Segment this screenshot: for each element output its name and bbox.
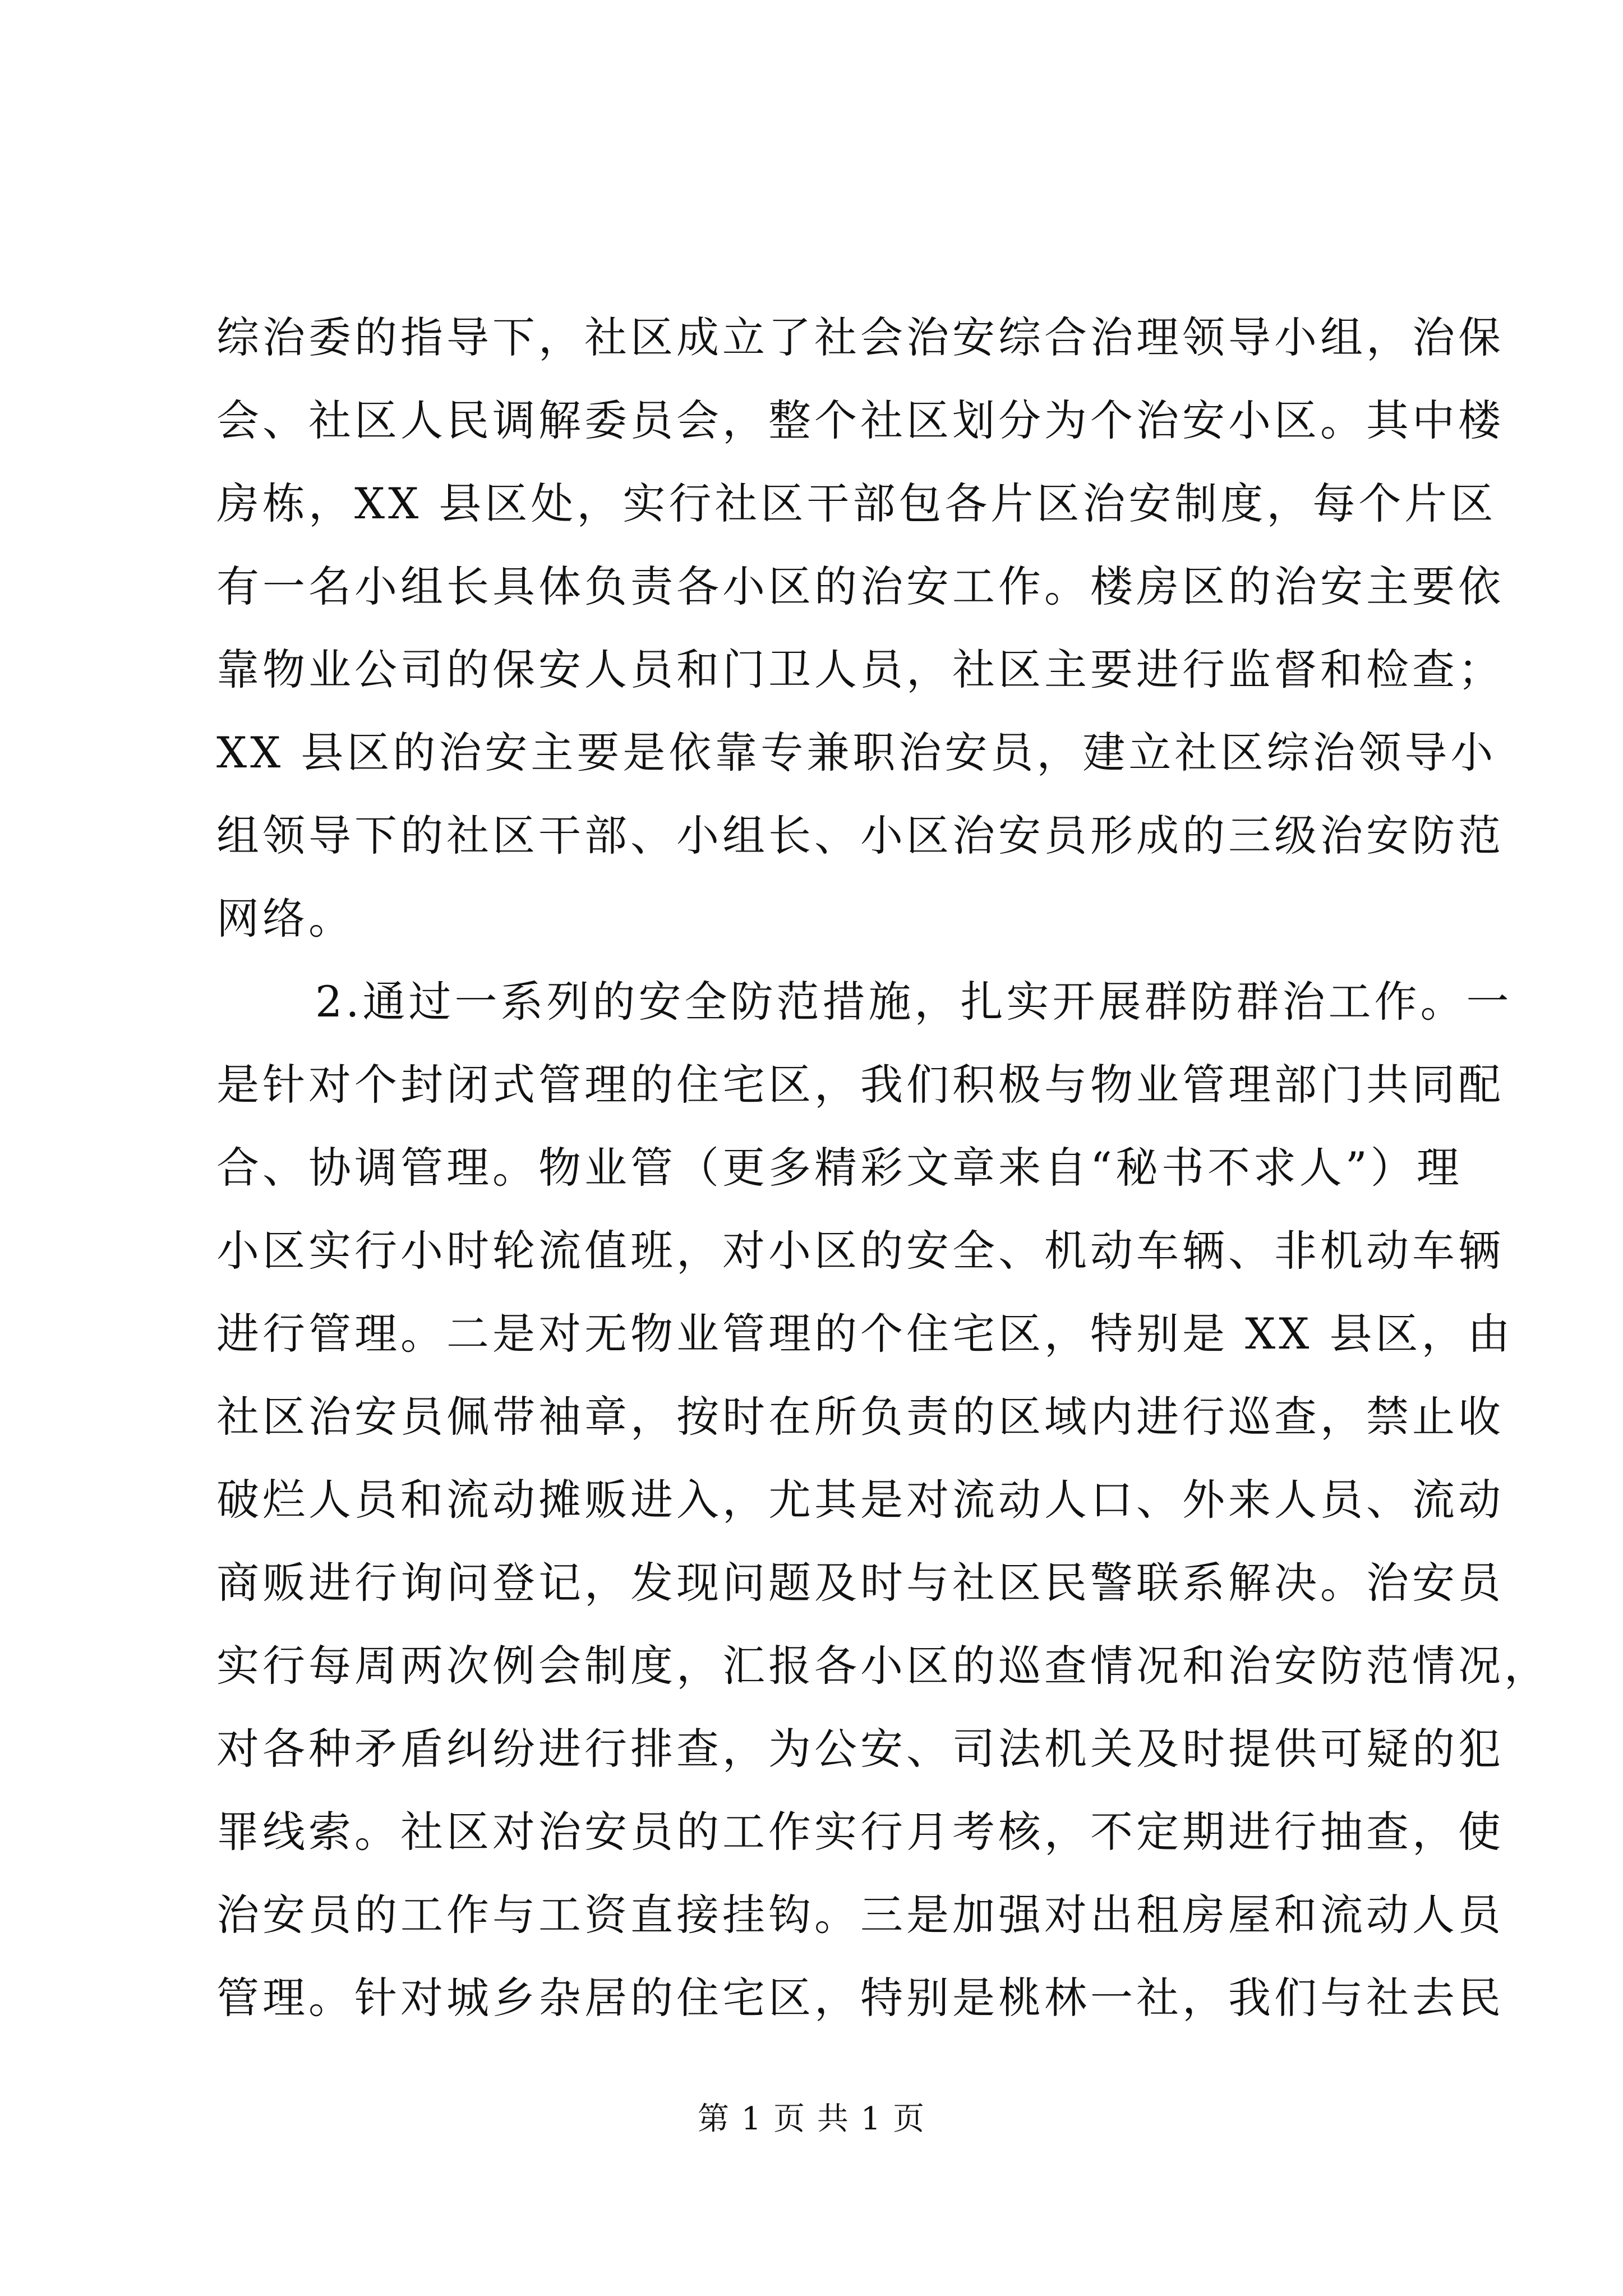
text-line: 合、协调管理。物业管（更多精彩文章来自“秘书不求人”）理 [216, 1143, 1463, 1193]
paragraph-first-line: 2.通过一系列的安全防范措施，扎实开展群防群治工作。一 [315, 977, 1513, 1027]
text-line: 管理。针对城乡杂居的住宅区，特别是桃林一社，我们与社去民 [216, 1973, 1504, 2023]
text-line: 综治委的指导下，社区成立了社会治安综合治理领导小组，治保 [216, 312, 1504, 362]
text-line: XX 县区的治安主要是依靠专兼职治安员，建立社区综治领导小 [216, 728, 1497, 777]
text-line: 对各种矛盾纠纷进行排查，为公安、司法机关及时提供可疑的犯 [216, 1724, 1504, 1774]
text-line: 商贩进行询问登记，发现问题及时与社区民警联系解决。治安员 [216, 1558, 1504, 1608]
text-line: 小区实行小时轮流值班，对小区的安全、机动车辆、非机动车辆 [216, 1226, 1504, 1276]
text-line: 网络。 [216, 894, 354, 944]
text-line: 进行管理。二是对无物业管理的个住宅区，特别是 XX 县区，由 [216, 1309, 1514, 1359]
text-line: 组领导下的社区干部、小组长、小区治安员形成的三级治安防范 [216, 811, 1504, 861]
text-line: 罪线索。社区对治安员的工作实行月考核，不定期进行抽查，使 [216, 1807, 1504, 1857]
text-line: 社区治安员佩带袖章，按时在所负责的区域内进行巡查，禁止收 [216, 1392, 1504, 1442]
text-line: 会、社区人民调解委员会，整个社区划分为个治安小区。其中楼 [216, 395, 1504, 445]
page-footer: 第 1 页 共 1 页 [697, 2101, 926, 2137]
text-line: 治安员的工作与工资直接挂钩。三是加强对出租房屋和流动人员 [216, 1890, 1504, 1940]
text-line: 破烂人员和流动摊贩进入，尤其是对流动人口、外来人员、流动 [216, 1475, 1504, 1525]
document-body [216, 296, 1550, 2040]
text-line: 房栋，XX 县区处，实行社区干部包各片区治安制度，每个片区 [216, 478, 1497, 528]
text-line: 有一名小组长具体负责各小区的治安工作。楼房区的治安主要依 [216, 562, 1504, 611]
text-line: 实行每周两次例会制度，汇报各小区的巡查情况和治安防范情况， [216, 1641, 1550, 1691]
text-line: 靠物业公司的保安人员和门卫人员，社区主要进行监督和检查； [216, 645, 1504, 694]
text-line: 是针对个封闭式管理的住宅区，我们积极与物业管理部门共同配 [216, 1060, 1504, 1110]
